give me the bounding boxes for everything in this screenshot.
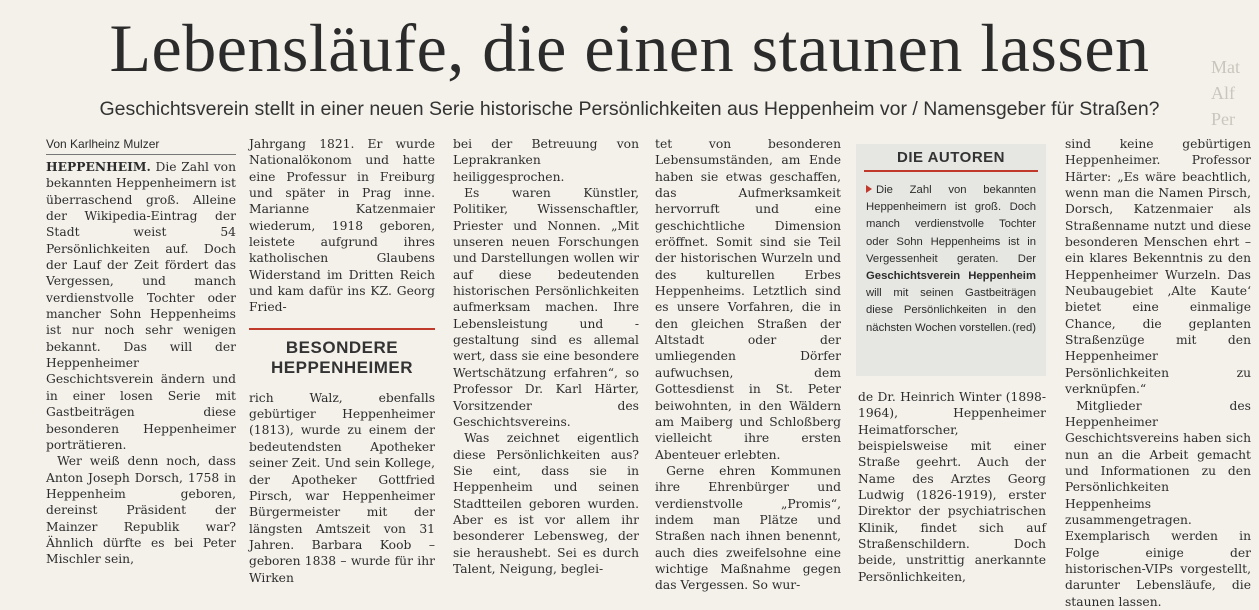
paragraph: Wer weiß denn noch, dass Anton Joseph Dorsch, 1758 in Heppenheim geboren, dereinst Präsident der Mainzer Republik war? Ähnlich dürfte es bei Peter Mischler sein, — [46, 454, 236, 567]
authors-text-part: Die Zahl von bekannten Heppenheimern ist groß. Doch manch verdienstvolle Tochter oder Sohn Heppenheims ist in Vergessenheit geraten. Der — [866, 184, 1036, 265]
article-headline: Lebensläufe, die einen staunen lassen — [109, 10, 1150, 86]
text-column-3 — [453, 136, 639, 576]
byline: Von Karlheinz Mulzer — [46, 136, 236, 155]
text-column-4 — [655, 136, 841, 593]
dateline: HEPPENHEIM. — [46, 159, 151, 174]
adjacent-page-bleedthrough: Mat Alf Per — [1211, 57, 1240, 129]
paragraph: Es waren Künstler, Politiker, Wissenschaftler, Priester und Nonnen. „Mit unseren neuen Forschungen und Darstellungen wollen wir auf diese bedeutenden historischen Persönlichkeiten aufmerksam machen. Ihre Lebensleistung und -gestaltung sind es allemal wert, dass sie eine besondere Wertschätzung erfahren“, so Professor Dr. Karl Härter, Vorsitzender des Geschichtsvereins. — [453, 186, 639, 429]
authors-info-box — [856, 144, 1046, 376]
paragraph: de Dr. Heinrich Winter (1898-1964), Heppenheimer Heimatforscher, beispielsweise mit einer Straße geehrt. Auch der Name des Arztes Georg Ludwig (1826-1919), erster Direktor der psychiatrischen Klinik, findet sich auf Straßenschildern. Doch beide, unstrittig anerkannte Persönlichkeiten, — [858, 390, 1046, 584]
editor-signature: (red) — [1012, 321, 1036, 334]
paragraph: tet von besonderen Lebensumständen, am Ende haben sie etwas geschaffen, das Aufmerksamkeit hervorruft und eine geschichtliche Dimension eröffnet. Somit sind sie Teil der historischen Wurzeln und des kulturellen Erbes Heppenheims. Letztlich sind es unsere Vorfahren, die in den gleichen Straßen der Altstadt oder der umliegenden Dörfer aufwuchsen, dem Gottesdienst in St. Peter beiwohnten, in den Wäldern am Maiberg und Schloßberg vielleicht ihre ersten Abenteuer erlebten. — [655, 137, 841, 462]
text-column-2 — [249, 136, 435, 585]
text-column-5 — [858, 389, 1046, 584]
paragraph-text: Die Zahl von bekannten Heppenheimern ist überraschend groß. Alleine der Wikipedia-Eintrag der Stadt weist 54 Persönlichkeiten auf. Doch der Lauf der Zeit fördert das Vergessen, und manch verdienstvolle Tochter oder mancher Sohn Heppenheims ist nur noch sehr wenigen bekannt. Das will der Heppenheimer Geschichtsverein ändern und in einer losen Serie mit Gastbeiträgen diese besonderen Heppenheimer porträtieren. — [46, 160, 236, 452]
paragraph — [46, 159, 236, 453]
paragraph: sind keine gebürtigen Heppenheimer. Professor Härter: „Es wäre beachtlich, wenn man die Namen Pirsch, Dorsch, Katzenmaier als Straßenname nutzt und diese besonderen Menschen ehrt – ein klares Bekenntnis zu den Heppenheimer Wurzeln. Das Neubaugebiet ‚Alte Kaute‘ bietet eine einmalige Chance, die geplanten Straßenzüge mit den Heppenheimer Persönlichkeiten zu verknüpfen.“ — [1065, 137, 1251, 397]
authors-text-bold: Geschichtsverein Heppenheim — [866, 270, 1036, 283]
subheading-box: BESONDERE HEPPENHEIMER — [249, 328, 435, 382]
authors-text-part: will mit seinen Gastbeiträgen diese Persönlichkeiten in den nächsten Wochen vorstellen. — [866, 287, 1036, 334]
text-column-6 — [1065, 136, 1251, 609]
authors-box-heading: DIE AUTOREN — [864, 144, 1038, 172]
authors-box-text — [866, 182, 1036, 337]
paragraph: rich Walz, ebenfalls gebürtiger Heppenheimer (1813), wurde zu einem der bedeutendsten Apotheker seiner Zeit. Und sein Kollege, der Apotheker Gottfried Pirsch, war Heppenheimer Bürgermeister mit der längsten Amtszeit von 31 Jahren. Barbara Koob – geboren 1838 – wurde für ihr Wirken — [249, 390, 435, 585]
paragraph: bei der Betreuung von Leprakranken heiliggesprochen. — [453, 137, 639, 184]
paragraph: Gerne ehren Kommunen ihre Ehrenbürger und verdienstvolle „Promis“, indem man Plätze und Straßen nach ihnen benennt, auch dies zweifelsohne eine wichtige Maßnahme gegen das Vergessen. So wur- — [655, 463, 841, 593]
paragraph: Jahrgang 1821. Er wurde Nationalökonom und hatte eine Professur in Freiburg und später in Prag inne. Marianne Katzenmaier wiederum, 1918 geboren, leistete aufgrund ihres katholischen Glaubens Widerstand im Dritten Reich und kam dafür ins KZ. Georg Fried- — [249, 137, 435, 315]
triangle-bullet-icon — [866, 185, 872, 193]
text-column-1 — [46, 136, 236, 567]
article-subheadline: Geschichtsverein stellt in einer neuen Serie historische Persönlichkeiten aus Heppenheim vor / Namensgeber für Straßen? — [99, 98, 1160, 120]
paragraph: Was zeichnet eigentlich diese Persönlichkeiten aus? Sie eint, dass sie in Heppenheim und seinen Stadtteilen geboren wurden. Aber es ist vor allem ihr besonderer Lebensweg, der sie heraushebt. Sei es durch Talent, Neigung, beglei- — [453, 431, 639, 576]
paragraph: Mitglieder des Heppenheimer Geschichtsvereins haben sich nun an die Arbeit gemacht und Informationen zu den Persönlichkeiten Heppenheims zusammengetragen. Exemplarisch werden in Folge einige der historischen-VIPs vorgestellt, darunter Lebensläufe, die staunen lassen. — [1065, 398, 1251, 609]
